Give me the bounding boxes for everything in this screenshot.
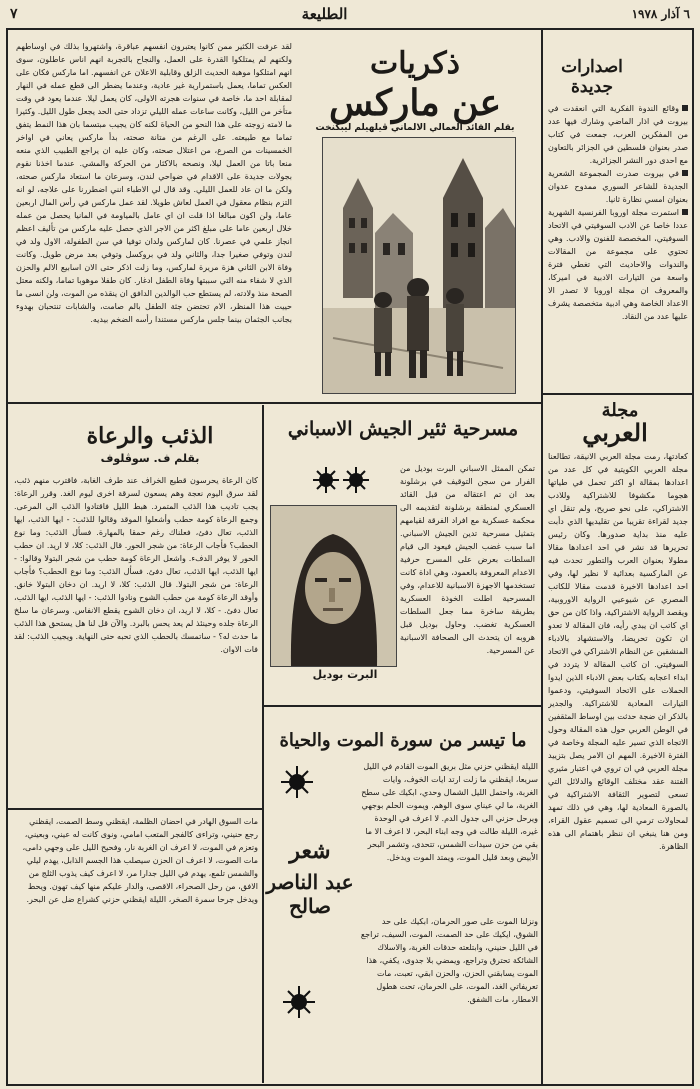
play-title: مسرحية ثئير الجيش الاسباني bbox=[287, 418, 519, 440]
column-rule-right bbox=[541, 30, 543, 1084]
issue-date: ٦ آذار ١٩٧٨ bbox=[631, 7, 690, 21]
publications-title-line1: اصدارات bbox=[561, 57, 623, 77]
marx-illustration bbox=[322, 137, 516, 394]
sun-ornament-icon bbox=[280, 765, 314, 799]
publication-item: استمرت مجلة اوروبا الفرنسية الشهرية عددا خاصا عن الادب السوفيتي في الاتحاد السوفيتي، المخصصة للفنون والادب. وهي تحتوي على مجموعة من المقالات والندوات والاحاديث التي تغطي فترة واسعة من التيارات الادبية في اميركا، والمعروف ان مجلة اوروبا لا تصدر الا الاعداد الخاصة وهي ادبية متخصصة يشرف عليها عدد من النقاد. bbox=[548, 208, 688, 321]
poem-stanza-middle: ونزلنا الموت على صور الحرمان، ابكيك على حد الشوق، ايكيك على حد الصمت، الموت، السيف، تراجع في الليل حنيني، وابتلعته حدقات الغربة، والاسلاك الشائكة تحترق وتراجع، ويمضي بلا جدوى، يكفي، هذا الموت يسابقني الحزن، والحزن ابقي، تعبت، مات تعريفاتي الغد، الموت، على الحرمان، تحت هطول الامطار، مات الشفق. bbox=[360, 917, 538, 1004]
arabi-article-text: كعادتها، رمت مجلة العربي الانيقة، تطالعنا مجلة العربي الكويتية في كل عدد من اعدادها بمقالة او اكثر تحمل في طياتها هجوما مكشوفا للاشتراكية وللادب الاشتراكي، على نحو صريح، ولم تنقل اي جديد لقراءة تقريبا من تقليديها الذي دأبت عليه منذ بداية صدورها. وكان رئيس تحريرها قد نشر في احد اعدادها مقالا مطولا بعنوان العرب والتطور تحدث فيه عن الماركسية بعدائية لا نظير لها، وفي احد اعدادها الاخيرة قدمت مقالا للكاتب المصري عن شيوعيي الرواية الاوروبية، ويقصد الرواية الاشتراكية، واذا كان من حق اي كاتب ان يبدي رأيه، فان المقالة لا تعدو ان تكون تحريضا، والاستشهاد بالادباء المنشقين عن النظام الاشتراكي في الاتحاد السوفيتي. ان كاتب المقالة لا يتردد في ابداء اعجابه بكتاب بعض الادباء الذين ايدوا الحملات على الاتحاد السوفيتي، ودعموا التيارات المعادية للاشتراكية. والجدير بالذكر ان ضجة حدثت بين اوساط المثقفين في الوطن العربي حول هذه المقالة وحول الاتجاه الذي تسير عليه المجلة وخاصة في الفترة الاخيرة. المهم ان الامر يصل بتزييد مجلة العربي في ان تروي في اعتبار مثيري الفتنة عقد مختلف الوقائع والدلائل التي تسعى لتصوير الثقافة الاشتراكية في بالصورة المعادية لها، وهي في ذلك تمهد لمحاولات ترمي الى تسميم عقول القراء، ومن هنا ينبغي ان ننظر باهتمام الى هذه الظاهرة. bbox=[548, 452, 688, 851]
street-scene-illustration bbox=[323, 138, 515, 393]
poem-author-name: عبد الناصر صالح bbox=[266, 870, 354, 918]
play-article-text: تمكن الممثل الاسباني البرت بوديل من الفرار من سجن التوقيف في برشلونة بعد ان تم اعتقاله من قبل القائد العسكري لمنطقة برشلونة لتقديمه الى محكمة عسكرية مع افراد الفرقة لقيامهم بتمثيل مسرحية تدين الجيش الاسباني. اما سبب غضب الجيش فيعود الى قيام السلطات بعرض على المسرح حرفية الاعدام المعروفة بالعمود، وهي اداة كانت تستخدمها الاجهزة الاسبانية للاعدام، وفي المسرحية اطلت الخوذة العسكرية بطريقة ساخرة مما جعل السلطات العسكرية تغضب. وحاول بوديل قبل هروبه ان يتحدث الى الصحافة الاسبانية عن المسرحية. bbox=[400, 464, 535, 655]
marx-byline: بقلم القائد العمالي الالماني ڤيلهيلم ليبكنخت bbox=[315, 123, 515, 133]
sun-ornament-icon bbox=[312, 466, 340, 494]
column-rule-left bbox=[262, 405, 264, 1083]
marx-title-line1: ذكريات bbox=[370, 46, 460, 81]
section-rule-lower-left bbox=[8, 808, 262, 810]
actor-photo bbox=[270, 505, 397, 667]
fable-text: كان الرعاة يحرسون قطيع الخراف عند طرف الغابة، فاقترب منهم ذئب، لقد سرق اليوم نعجة وهم يسعون لسرقة اخرى ليوم الغد. وقرر الرعاة: يجب تاديب هذا الذئب المتمرد. هبط الليل فاقتادوا الذئب الى المرعى. وجمع الرعاة كومة حطب وأشعلوا الموقد وقالوا للذئب: - ايها الذئب، ايها الذئب، تعال دفئ، فعلناك رغم حمقا بالمهارة. فسأل الذئب: وما نوع الحطب؟ فأجاب الرعاة: من شجر الحور. قال الذئب: كلا، لا اريد. ان حطب الحور لا يوفر الدفء. واشعل الرعاة كومة حطب من شجر البتولا وقالوا: - ايها الذئب، ايها الذئب، تعال دفئ. فسأل الذئب: وما نوع الحطب؟ فأجاب الرعاة: من شجر البتولا. قال الذئب: كلا، لا اريد. ان دخان البتولا خانق. وأوقد الرعاة كومة من حطب الشوح ونادوا الذئب: - ايها الذئب، ايها الذئب، تعال دفئ. - كلا، لا اريد، ان دخان الشوح يقطع الانفاس. وسرعان ما سلخ الرعاة جلده وحينئذ لم يعد يحس بالبرد. والآن قل لنا هل يستحق هذا الذئب ما حدث له؟ - ساتمسك بالحطب الذي تحبه حتى النهاية. ويجيب الذئب: لقد فات الاوان. bbox=[14, 476, 258, 654]
poem-stanza-top: الليلة ايقظني حزني مثل بريق الموت القادم في الليل سريعا، ايقظني ما زلت ارتد ايات الخوف، وايات الغربة، واحتمل الليل الشمال وحدي، ابكيك على سطح الغربة، ما لي عيناي سوى الوهم. ويموت الحلم بوجهي ويرحل حزني الى جدول الدم. لا اعرف في الوحدة غيره، الليلة طالت في وجه ابناء البحر، لا اعرف الا ما بقي من حزن سيدات الشمس، تتحدى، وتشمر البحر الأبيض وبعد قليل الموت، ويمتد الموت ويدخل. bbox=[361, 762, 538, 862]
bullet-icon bbox=[682, 209, 688, 215]
arabi-title-line2: العربي bbox=[582, 418, 648, 447]
poem-title: ما تيسر من سورة الموت والحياة bbox=[279, 730, 527, 751]
publication-item: في بيروت صدرت المجموعة الشعرية الجديدة للشاعر السوري ممدوح عدوان بعنوان امسي نظارة ثانيا. bbox=[548, 169, 688, 204]
publication-item: وقائع الندوة الفكرية التي انعقدت في بيروت في اذار الماضي وشارك فيها عدد من المفكرين العرب، جمعت في كتاب صدر بعنوان فلسطين في الجزائر بالتعاون مع احدى دور النشر الجزائرية. bbox=[548, 104, 688, 165]
arabi-title-line1: مجلة bbox=[601, 400, 639, 421]
section-rule-middle bbox=[264, 705, 541, 707]
section-rule-top bbox=[8, 402, 541, 404]
marx-article-text: لقد عرفت الكثير ممن كانوا يعتبرون انفسهم عباقرة، واشتهروا بذلك في اوساطهم ولكنهم لم يمتلكوا القدرة على العمل، والنجاح بالتجربة انهم اناس عاطلون، سوى انهم امتلكوا موهبة الحديث الزلق وقابلية الاعلان عن انفسهم. اما ماركس فكان على العكس تماما، يعمل باستمرارية غير عادية، وعندما يضطر الى قطع عمله في النهار لمقابلة احد ما، خاصة في سنوات هجرته الاولى، كان يعمل ليلا. عندما يعود في وقت متأخر من الليل، وكانت ساعات عمله الليلي تزداد حتى الحد يجعل طول الليل. وكثيرا ما لامته زوجته على هذا النحو من الحياة لكنه كان يجيب مبتسما بان هذا النمط يتفق تماما مع طبيعته. على الرغم من متانة صحته، بدأ ماركس يعاني في اواخر الخمسينات من الصرع، من اعتلال صحته، وكان عليه ان يراجع الطبيب الذي منعه منعا باتا من العمل ليلا، ونصحه بالاكثار من الحركة والمشي. عندما اخذنا نقوم بجولات جديدة على الاقدام في ضواحي لندن، وسرعان ما استعاد ماركس صحته، ولكن ما ان عاد للعمل الليلي. وقد قال لي الاطباء انني اضطررنا على علاجه، لو انه التزم بنظام معقول في العمل لعاش طويلا. لقد عمل ماركس في رأس المال اربعين عاما، ولن اكون مبالغا اذا قلت ان اي عامل بالمياومة في المانيا يحصل من عمله خلال اربعين عاما على مبلغ اكثر من الاجر الذي حصل عليه ماركس من تأليف اعظم انجاز علمي في عصرنا. كان لماركس ولدان توفيا في سن الطفولة، الاول ولد في لندن وتوفي صغيرا جدا، والثاني ولد في بروكسل وتوفي بعد مرض طويل. وكانت وفاة الابن الثاني هزة مريرة لماركس، وما زلت اذكر حتى الان اسابيع الالم والحزن الذي لا شفاء منه التي سببتها وفاة الطفل ادغار. كان طفلا موهوبا تماما، ولكنه معتل الصحة منذ ولادته، لم يستطع حب الوالدين الدافق ان ينقذه من الموت، ولن انسى ما حييت هذا المنظر، الام تحتضن جثة الطفل بالم صامت، والشابات تنتحبان بهدوء بجانب الجثمان بينما جلس ماركس مستندا رأسه الضخم بيديه. bbox=[16, 42, 292, 324]
portrait-illustration bbox=[271, 506, 396, 666]
sun-ornament-icon bbox=[282, 985, 316, 1019]
section-rule-side bbox=[543, 393, 692, 395]
fable-byline: بقلم ف. سوڤلوف bbox=[100, 452, 200, 465]
poem-author-label: شعر bbox=[289, 838, 331, 864]
bullet-icon bbox=[682, 105, 688, 111]
marx-title-line2: عن ماركس bbox=[328, 82, 502, 124]
page-number: ٧ bbox=[10, 6, 18, 22]
bullet-icon bbox=[682, 170, 688, 176]
publications-title-line2: جديدة bbox=[571, 77, 613, 97]
fable-title: الذئب والرعاة bbox=[86, 423, 214, 449]
newspaper-title: الطليعة bbox=[301, 5, 348, 23]
actor-photo-caption: البرت بوديل bbox=[312, 668, 378, 681]
masthead bbox=[10, 2, 690, 26]
sun-ornament-icon bbox=[342, 466, 370, 494]
poem-stanza-left: مات السوق الهادر في احضان الظلمة، ايقظني وسط الصمت، ايقظني رجع حنيني، وتراءى كالفجر المتعب امامي، ونوى كانت له عيني، وبعيني، وتعزم في الموت، لا اعرف ان الغربة نار، وفحيح الليل على وجهي دامى، مات الصوت، لا اعرف ان الحزن سيصلب هذا الجسم الذابل، يهدم ليلي والشمس تلمع، يهدم في الليل جدارا مر، لا اعرف كيف يذوب الثلج من الافق، من رحل الصحراء، الاقصى، والدار عليكم منها كيف تهون. ويحط ويدخل جرحا سمرة الصخر، الليلة ايقظني حزني كشراع ضل عن البحر. bbox=[22, 817, 258, 904]
publications-list bbox=[548, 102, 688, 390]
